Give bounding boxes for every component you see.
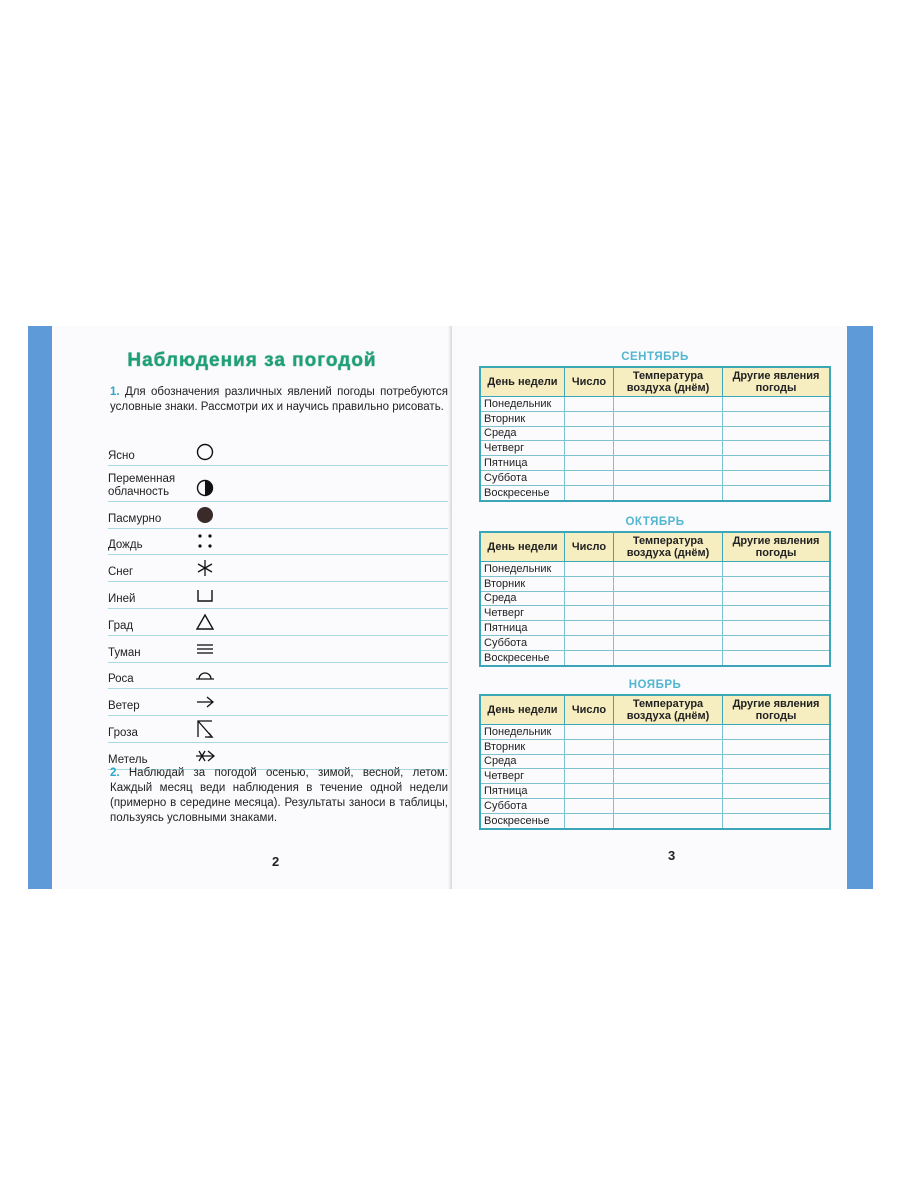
column-header: Другие явления погоды	[723, 532, 831, 562]
entry-cell[interactable]	[614, 769, 723, 784]
task-1-number: 1.	[110, 386, 120, 398]
entry-cell[interactable]	[723, 470, 831, 485]
table-header-row	[480, 532, 830, 562]
legend-label: Дождь	[108, 539, 143, 552]
day-cell: Среда	[480, 754, 565, 769]
entry-cell[interactable]	[723, 813, 831, 828]
table-row	[480, 621, 830, 636]
legend-label: Метель	[108, 753, 148, 766]
entry-cell[interactable]	[565, 769, 614, 784]
day-cell: Воскресенье	[480, 813, 565, 828]
column-header: Число	[565, 695, 614, 725]
legend-label: Ясно	[108, 449, 135, 462]
entry-cell[interactable]	[614, 576, 723, 591]
legend-item	[108, 439, 448, 466]
rain-icon	[194, 531, 216, 551]
entry-cell[interactable]	[565, 576, 614, 591]
table-row	[480, 485, 830, 500]
entry-cell[interactable]	[614, 456, 723, 471]
entry-cell[interactable]	[565, 784, 614, 799]
column-header: Другие явления погоды	[723, 367, 831, 397]
entry-cell[interactable]	[723, 562, 831, 577]
day-cell: Суббота	[480, 635, 565, 650]
entry-cell[interactable]	[614, 562, 723, 577]
entry-cell[interactable]	[723, 754, 831, 769]
column-header: Температура воздуха (днём)	[614, 695, 723, 725]
month-title: НОЯБРЬ	[628, 679, 682, 691]
month-block-september	[478, 348, 832, 502]
entry-cell[interactable]	[614, 591, 723, 606]
table-header-row	[480, 695, 830, 725]
day-cell: Понедельник	[480, 562, 565, 577]
day-cell: Пятница	[480, 456, 565, 471]
column-header: Температура воздуха (днём)	[614, 532, 723, 562]
table-row	[480, 798, 830, 813]
day-cell: Четверг	[480, 606, 565, 621]
table-row	[480, 441, 830, 456]
dew-icon	[194, 665, 216, 685]
book-cover-right	[847, 326, 873, 889]
book-cover-left	[28, 326, 52, 889]
legend-item	[108, 502, 448, 529]
entry-cell[interactable]	[723, 485, 831, 500]
weather-legend	[108, 439, 448, 770]
table-row	[480, 397, 830, 412]
legend-label: Пасмурно	[108, 512, 162, 525]
month-title: ОКТЯБРЬ	[625, 516, 685, 528]
weather-table	[479, 366, 831, 502]
entry-cell[interactable]	[723, 784, 831, 799]
entry-cell[interactable]	[614, 397, 723, 412]
entry-cell[interactable]	[723, 798, 831, 813]
legend-item	[108, 663, 448, 690]
day-cell: Пятница	[480, 784, 565, 799]
table-row	[480, 754, 830, 769]
day-cell: Понедельник	[480, 725, 565, 740]
table-row	[480, 650, 830, 665]
table-row	[480, 470, 830, 485]
day-cell: Понедельник	[480, 397, 565, 412]
month-block-november	[478, 676, 832, 830]
entry-cell[interactable]	[565, 562, 614, 577]
column-header: День недели	[480, 367, 565, 397]
entry-cell[interactable]	[723, 725, 831, 740]
day-cell: Воскресенье	[480, 650, 565, 665]
legend-item	[108, 609, 448, 636]
legend-label: Ветер	[108, 700, 140, 713]
entry-cell[interactable]	[723, 591, 831, 606]
partly-cloudy-icon	[194, 478, 216, 498]
entry-cell[interactable]	[565, 591, 614, 606]
column-header: День недели	[480, 695, 565, 725]
day-cell: Суббота	[480, 798, 565, 813]
table-row	[480, 784, 830, 799]
column-header: Температура воздуха (днём)	[614, 367, 723, 397]
column-header: Число	[565, 532, 614, 562]
hail-icon	[194, 612, 216, 632]
entry-cell[interactable]	[614, 635, 723, 650]
day-cell: Среда	[480, 426, 565, 441]
right-page	[452, 326, 847, 889]
entry-cell[interactable]	[565, 470, 614, 485]
legend-item	[108, 716, 448, 743]
table-row	[480, 591, 830, 606]
legend-item	[108, 466, 448, 502]
legend-label: Град	[108, 619, 134, 632]
day-cell: Вторник	[480, 576, 565, 591]
legend-item	[108, 582, 448, 609]
entry-cell[interactable]	[565, 441, 614, 456]
legend-item	[108, 555, 448, 582]
entry-cell[interactable]	[614, 725, 723, 740]
entry-cell[interactable]	[614, 470, 723, 485]
entry-cell[interactable]	[565, 635, 614, 650]
entry-cell[interactable]	[723, 635, 831, 650]
entry-cell[interactable]	[614, 426, 723, 441]
clear-icon	[194, 442, 216, 462]
entry-cell[interactable]	[723, 621, 831, 636]
day-cell: Четверг	[480, 769, 565, 784]
entry-cell[interactable]	[565, 739, 614, 754]
entry-cell[interactable]	[723, 650, 831, 665]
day-cell: Суббота	[480, 470, 565, 485]
table-row	[480, 813, 830, 828]
day-cell: Четверг	[480, 441, 565, 456]
table-row	[480, 562, 830, 577]
entry-cell[interactable]	[723, 739, 831, 754]
entry-cell[interactable]	[723, 411, 831, 426]
table-header-row	[480, 367, 830, 397]
task-2-number: 2.	[110, 767, 120, 779]
column-header: Другие явления погоды	[723, 695, 831, 725]
day-cell: Вторник	[480, 739, 565, 754]
legend-label: Иней	[108, 592, 136, 605]
weather-table	[479, 531, 831, 667]
table-row	[480, 725, 830, 740]
entry-cell[interactable]	[723, 769, 831, 784]
task-1-text: Для обозначения различных явлений погоды потребуются условные знаки. Рассмотри их и научись правильно рисовать.	[110, 386, 448, 413]
entry-cell[interactable]	[614, 739, 723, 754]
day-cell: Среда	[480, 591, 565, 606]
page-number: 3	[668, 848, 676, 863]
entry-cell[interactable]	[614, 813, 723, 828]
wind-icon	[194, 692, 216, 712]
entry-cell[interactable]	[565, 725, 614, 740]
entry-cell[interactable]	[565, 621, 614, 636]
legend-item	[108, 636, 448, 663]
frost-icon	[194, 585, 216, 605]
entry-cell[interactable]	[565, 397, 614, 412]
table-row	[480, 426, 830, 441]
entry-cell[interactable]	[614, 798, 723, 813]
task-2	[110, 766, 448, 826]
table-row	[480, 456, 830, 471]
column-header: Число	[565, 367, 614, 397]
table-row	[480, 576, 830, 591]
entry-cell[interactable]	[614, 485, 723, 500]
month-title: СЕНТЯБРЬ	[621, 351, 689, 363]
task-2-text: Наблюдай за погодой осенью, зимой, весной, летом. Каждый месяц веди наблюдения в течение одной недели (примерно в середине месяца). Результаты заноси в таблицы, пользуясь условными знаками.	[110, 767, 448, 824]
entry-cell[interactable]	[723, 606, 831, 621]
entry-cell[interactable]	[565, 411, 614, 426]
entry-cell[interactable]	[614, 784, 723, 799]
entry-cell[interactable]	[723, 456, 831, 471]
table-row	[480, 769, 830, 784]
page-number: 2	[272, 854, 280, 869]
overcast-icon	[194, 505, 216, 525]
workbook-spread	[28, 326, 873, 889]
entry-cell[interactable]	[723, 576, 831, 591]
blizzard-icon	[194, 746, 216, 766]
entry-cell[interactable]	[614, 621, 723, 636]
entry-cell[interactable]	[565, 754, 614, 769]
entry-cell[interactable]	[614, 441, 723, 456]
entry-cell[interactable]	[565, 426, 614, 441]
entry-cell[interactable]	[614, 606, 723, 621]
table-row	[480, 635, 830, 650]
legend-label: Переменная облачность	[108, 472, 176, 498]
task-1	[110, 385, 448, 415]
table-row	[480, 739, 830, 754]
entry-cell[interactable]	[565, 606, 614, 621]
entry-cell[interactable]	[723, 426, 831, 441]
entry-cell[interactable]	[614, 650, 723, 665]
entry-cell[interactable]	[614, 411, 723, 426]
table-row	[480, 606, 830, 621]
legend-item	[108, 689, 448, 716]
day-cell: Воскресенье	[480, 485, 565, 500]
table-row	[480, 411, 830, 426]
entry-cell[interactable]	[565, 650, 614, 665]
thunderstorm-icon	[194, 719, 216, 739]
fog-icon	[194, 639, 216, 659]
entry-cell[interactable]	[565, 813, 614, 828]
entry-cell[interactable]	[565, 456, 614, 471]
entry-cell[interactable]	[614, 754, 723, 769]
column-header: День недели	[480, 532, 565, 562]
snow-icon	[194, 558, 216, 578]
entry-cell[interactable]	[565, 798, 614, 813]
legend-label: Снег	[108, 566, 134, 579]
legend-label: Гроза	[108, 726, 138, 739]
legend-label: Роса	[108, 673, 134, 686]
entry-cell[interactable]	[723, 397, 831, 412]
legend-item	[108, 529, 448, 556]
weather-table	[479, 694, 831, 830]
entry-cell[interactable]	[723, 441, 831, 456]
day-cell: Вторник	[480, 411, 565, 426]
month-block-october	[478, 513, 832, 667]
day-cell: Пятница	[480, 621, 565, 636]
entry-cell[interactable]	[565, 485, 614, 500]
legend-label: Туман	[108, 646, 141, 659]
left-page	[52, 326, 452, 889]
page-title: Наблюдения за погодой	[127, 350, 377, 371]
